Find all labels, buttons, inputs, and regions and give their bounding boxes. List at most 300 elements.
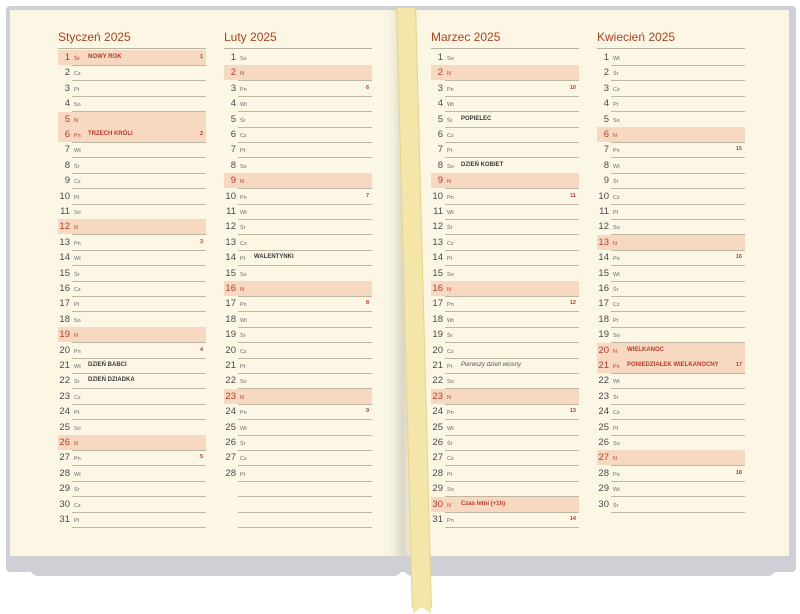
day-row[interactable] — [58, 389, 206, 404]
month-title: Luty 2025 — [224, 30, 277, 44]
day-row[interactable] — [597, 497, 745, 512]
weekday-label: Pn — [613, 148, 620, 155]
week-number: 13 — [569, 408, 576, 415]
weekday-label: Pn — [74, 240, 81, 247]
day-number: 4 — [603, 98, 609, 110]
day-row[interactable] — [224, 219, 372, 234]
day-number: 14 — [432, 252, 443, 264]
weekday-label: So — [74, 102, 81, 109]
day-row[interactable] — [224, 404, 372, 419]
day-row[interactable] — [597, 466, 745, 481]
day-row[interactable] — [58, 266, 206, 281]
row-rule — [72, 527, 206, 528]
weekday-label: Wt — [74, 364, 81, 370]
weekday-label: Pn — [74, 456, 81, 463]
weekday-label: Śr — [74, 487, 80, 494]
day-row[interactable] — [597, 250, 745, 265]
weekday-label: So — [447, 163, 454, 170]
weekday-label: N — [613, 348, 617, 355]
day-row[interactable] — [597, 435, 745, 450]
day-number: 12 — [432, 221, 443, 233]
day-row[interactable] — [597, 81, 745, 96]
day-number: 7 — [64, 144, 70, 156]
weekday-label: Pt — [447, 148, 453, 155]
month-title-rule — [58, 48, 206, 49]
day-row[interactable] — [224, 50, 372, 65]
day-row[interactable] — [597, 420, 745, 435]
day-row[interactable] — [431, 96, 579, 111]
day-number: 29 — [59, 483, 70, 495]
day-number: 19 — [225, 329, 236, 341]
day-row[interactable] — [597, 112, 745, 127]
day-number: 5 — [603, 113, 609, 125]
day-number: 31 — [59, 514, 70, 525]
day-row[interactable] — [597, 204, 745, 219]
day-row[interactable] — [431, 512, 579, 527]
day-number: 13 — [225, 236, 236, 248]
day-row[interactable] — [597, 358, 745, 373]
weekday-label: N — [240, 287, 244, 293]
day-row[interactable] — [597, 327, 745, 342]
weekday-label: Pn — [74, 348, 81, 355]
event-label: TRZECH KRÓLI — [88, 131, 133, 137]
weekday-label: Pt — [613, 210, 619, 216]
weekday-label: Wt — [74, 256, 81, 263]
day-row[interactable] — [431, 81, 579, 96]
month-title-rule — [224, 48, 372, 49]
weekday-label: Pt — [240, 148, 246, 155]
day-number: 20 — [59, 344, 70, 356]
day-row[interactable] — [597, 450, 745, 465]
day-row[interactable] — [58, 96, 206, 111]
day-number: 3 — [437, 82, 443, 94]
day-row[interactable] — [224, 296, 372, 311]
day-number: 18 — [432, 313, 443, 325]
day-row[interactable] — [224, 450, 372, 465]
day-row[interactable] — [224, 127, 372, 142]
day-row[interactable] — [58, 158, 206, 173]
day-number: 24 — [432, 406, 443, 418]
day-row[interactable] — [58, 373, 206, 388]
day-number: 14 — [598, 252, 609, 264]
week-number: 15 — [735, 146, 742, 153]
day-row[interactable] — [58, 235, 206, 250]
day-row[interactable] — [58, 219, 206, 234]
weekday-label: Pt — [613, 425, 619, 432]
day-row[interactable] — [224, 250, 372, 265]
weekday-label: Wt — [447, 425, 454, 432]
day-row[interactable] — [431, 189, 579, 204]
day-row[interactable] — [58, 420, 206, 435]
day-row[interactable] — [224, 343, 372, 358]
day-number: 4 — [437, 98, 443, 110]
day-row[interactable] — [597, 266, 745, 281]
day-row[interactable] — [597, 142, 745, 157]
day-number: 6 — [64, 129, 70, 140]
day-row[interactable] — [431, 481, 579, 496]
day-row[interactable] — [431, 450, 579, 465]
event-label: DZIEŃ DZIADKA — [88, 377, 135, 384]
weekday-label: Cz — [613, 86, 620, 93]
day-row[interactable] — [58, 127, 206, 142]
day-row[interactable] — [224, 235, 372, 250]
day-row[interactable] — [224, 497, 372, 512]
weekday-label: So — [240, 271, 247, 278]
weekday-label: Cz — [613, 194, 620, 201]
day-row[interactable] — [431, 158, 579, 173]
day-row[interactable] — [224, 204, 372, 219]
day-number: 21 — [225, 360, 236, 371]
weekday-label: Cz — [240, 240, 247, 247]
weekday-label: N — [74, 117, 78, 124]
week-number: 5 — [199, 454, 203, 461]
weekday-label: So — [447, 379, 454, 386]
day-row[interactable] — [224, 96, 372, 111]
day-number: 28 — [432, 467, 443, 479]
event-label: WIELKANOC — [627, 346, 664, 353]
day-row[interactable] — [431, 204, 579, 219]
day-number: 13 — [59, 236, 70, 248]
day-row[interactable] — [597, 50, 745, 65]
day-number: 23 — [225, 390, 236, 402]
day-number: 18 — [59, 313, 70, 325]
day-number: 21 — [59, 360, 70, 371]
day-row[interactable] — [58, 466, 206, 481]
day-number: 5 — [230, 113, 236, 125]
day-row[interactable] — [224, 327, 372, 342]
day-number: 18 — [225, 313, 236, 325]
event-label: NOWY ROK — [88, 54, 122, 60]
event-label: PONIEDZIAŁEK WIELKANOCNY — [627, 362, 719, 368]
event-label: Czas letni (+1h) — [461, 500, 506, 507]
day-row[interactable] — [597, 96, 745, 111]
day-number: 6 — [230, 129, 236, 140]
day-number: 25 — [59, 421, 70, 433]
day-row[interactable] — [224, 389, 372, 404]
day-number: 13 — [432, 236, 443, 248]
day-number: 24 — [598, 406, 609, 418]
day-row[interactable] — [58, 65, 206, 80]
week-number: 11 — [570, 192, 576, 199]
day-row[interactable] — [597, 65, 745, 80]
cover-bottom-right — [404, 556, 776, 576]
day-number: 2 — [64, 67, 70, 79]
day-row[interactable] — [224, 312, 372, 327]
weekday-label: Cz — [74, 71, 81, 78]
day-row[interactable] — [431, 50, 579, 65]
weekday-label: Pn — [447, 86, 454, 93]
day-row[interactable] — [58, 435, 206, 450]
weekday-label: Wt — [613, 379, 620, 386]
day-row[interactable] — [597, 481, 745, 496]
day-row[interactable] — [58, 281, 206, 296]
weekday-label: Pt — [613, 102, 619, 109]
weekday-label: Pt — [74, 86, 80, 93]
day-number: 10 — [59, 190, 70, 202]
day-row[interactable] — [224, 481, 372, 496]
day-number: 27 — [225, 452, 236, 464]
day-row[interactable] — [431, 327, 579, 342]
day-number: 2 — [230, 67, 236, 79]
day-number: 7 — [437, 144, 443, 156]
weekday-label: Cz — [74, 287, 81, 293]
day-row[interactable] — [224, 358, 372, 373]
weekday-label: So — [447, 271, 454, 278]
day-number: 19 — [59, 329, 70, 341]
day-row[interactable] — [224, 173, 372, 188]
day-number: 20 — [432, 344, 443, 356]
weekday-label: Śr — [240, 117, 246, 124]
day-row[interactable] — [431, 173, 579, 188]
day-number: 18 — [598, 313, 609, 325]
week-number: 18 — [735, 469, 742, 476]
day-number: 30 — [432, 498, 443, 510]
day-row[interactable] — [431, 266, 579, 281]
weekday-label: So — [240, 56, 247, 62]
event-label: DZIEŃ BABCI — [88, 362, 127, 368]
day-row[interactable] — [597, 219, 745, 234]
day-row[interactable] — [431, 65, 579, 80]
day-row[interactable] — [58, 173, 206, 188]
day-number: 2 — [603, 67, 609, 79]
weekday-label: Cz — [613, 302, 620, 309]
weekday-label: Wt — [240, 317, 247, 324]
day-number: 8 — [64, 159, 70, 171]
day-row[interactable] — [431, 420, 579, 435]
day-row[interactable] — [597, 158, 745, 173]
day-row[interactable] — [431, 373, 579, 388]
day-row[interactable] — [58, 142, 206, 157]
day-number: 1 — [230, 52, 236, 63]
day-row[interactable] — [431, 250, 579, 265]
weekday-label: Śr — [613, 502, 619, 509]
day-row[interactable] — [431, 142, 579, 157]
weekday-label: Pn — [240, 194, 247, 201]
weekday-label: So — [613, 333, 620, 340]
month-title-rule — [431, 48, 579, 49]
day-row[interactable] — [224, 373, 372, 388]
day-number: 9 — [603, 175, 609, 187]
weekday-label: So — [613, 441, 620, 447]
week-number: 1 — [199, 54, 203, 60]
day-number: 22 — [432, 375, 443, 387]
weekday-label: Śr — [447, 117, 453, 124]
day-row[interactable] — [597, 296, 745, 311]
weekday-label: Cz — [74, 179, 81, 186]
day-number: 5 — [437, 113, 443, 125]
weekday-label: N — [447, 71, 451, 78]
weekday-label: N — [240, 394, 244, 401]
day-number: 20 — [598, 344, 609, 356]
weekday-label: So — [240, 163, 247, 170]
day-number: 4 — [230, 98, 236, 110]
day-number: 9 — [64, 175, 70, 187]
day-row[interactable] — [224, 420, 372, 435]
weekday-label: Pt — [74, 410, 80, 417]
day-row[interactable] — [597, 404, 745, 419]
day-number: 8 — [230, 159, 236, 171]
day-number: 28 — [225, 467, 236, 479]
day-row[interactable] — [58, 50, 206, 65]
day-row[interactable] — [224, 142, 372, 157]
day-row[interactable] — [58, 112, 206, 127]
day-number: 28 — [59, 467, 70, 479]
day-row[interactable] — [224, 112, 372, 127]
day-row[interactable] — [58, 296, 206, 311]
day-number: 17 — [598, 298, 609, 310]
day-row[interactable] — [431, 235, 579, 250]
weekday-label: Cz — [240, 456, 247, 463]
day-row[interactable] — [224, 512, 372, 527]
day-number: 7 — [603, 144, 609, 156]
day-row[interactable] — [431, 404, 579, 419]
day-row[interactable] — [431, 389, 579, 404]
weekday-label: Wt — [240, 425, 247, 432]
day-row[interactable] — [431, 435, 579, 450]
weekday-label: Pn — [447, 410, 454, 417]
week-number: 6 — [365, 84, 369, 91]
weekday-label: Cz — [447, 133, 454, 139]
weekday-label: Pn — [447, 518, 454, 524]
weekday-label: Pn — [240, 410, 247, 417]
weekday-label: N — [447, 502, 451, 509]
day-row[interactable] — [431, 219, 579, 234]
day-number: 14 — [225, 252, 236, 264]
day-number: 10 — [225, 190, 236, 202]
day-number: 25 — [432, 421, 443, 433]
day-row[interactable] — [224, 281, 372, 296]
day-row[interactable] — [597, 343, 745, 358]
day-row[interactable] — [224, 266, 372, 281]
day-row[interactable] — [431, 127, 579, 142]
day-number: 29 — [598, 483, 609, 495]
day-row[interactable] — [58, 343, 206, 358]
weekday-label: Śr — [613, 287, 619, 293]
weekday-label: Śr — [447, 333, 453, 340]
day-row[interactable] — [224, 81, 372, 96]
day-row[interactable] — [431, 343, 579, 358]
day-row[interactable] — [431, 296, 579, 311]
weekday-label: So — [74, 317, 81, 324]
day-number: 16 — [432, 283, 443, 294]
week-number: 17 — [735, 362, 742, 368]
day-row[interactable] — [58, 312, 206, 327]
weekday-label: Wt — [240, 102, 247, 109]
day-row[interactable] — [58, 512, 206, 527]
day-number: 23 — [59, 390, 70, 402]
day-number: 22 — [225, 375, 236, 387]
day-number: 30 — [598, 498, 609, 510]
weekday-label: Pt — [613, 317, 619, 324]
weekday-label: Śr — [447, 441, 453, 447]
day-row[interactable] — [224, 435, 372, 450]
weekday-label: So — [74, 210, 81, 216]
weekday-label: Pt — [240, 471, 246, 478]
day-row[interactable] — [431, 497, 579, 512]
day-row[interactable] — [431, 466, 579, 481]
day-row[interactable] — [224, 189, 372, 204]
day-row[interactable] — [597, 127, 745, 142]
weekday-label: Wt — [447, 317, 454, 324]
weekday-label: Cz — [74, 502, 81, 509]
day-number: 25 — [225, 421, 236, 433]
day-row[interactable] — [597, 373, 745, 388]
day-number: 26 — [432, 437, 443, 448]
weekday-label: Pt — [240, 256, 246, 263]
day-number: 1 — [603, 52, 609, 63]
day-number: 26 — [598, 437, 609, 448]
weekday-label: N — [74, 333, 78, 340]
weekday-label: N — [447, 287, 451, 293]
day-row[interactable] — [597, 389, 745, 404]
weekday-label: Śr — [74, 163, 80, 170]
weekday-label: N — [613, 456, 617, 463]
weekday-label: Cz — [447, 240, 454, 247]
day-row[interactable] — [58, 481, 206, 496]
day-number: 12 — [598, 221, 609, 233]
day-row[interactable] — [597, 281, 745, 296]
week-number: 14 — [569, 516, 576, 522]
day-row[interactable] — [58, 450, 206, 465]
weekday-label: Pt — [447, 471, 453, 478]
weekday-label: Pt — [447, 364, 453, 370]
day-row[interactable] — [597, 173, 745, 188]
weekday-label: So — [240, 379, 247, 386]
weekday-label: Cz — [240, 348, 247, 355]
day-row[interactable] — [597, 312, 745, 327]
day-row[interactable] — [224, 466, 372, 481]
day-number: 9 — [230, 175, 236, 187]
day-row[interactable] — [431, 312, 579, 327]
day-row[interactable] — [58, 327, 206, 342]
weekday-label: Wt — [447, 102, 454, 109]
day-number: 19 — [432, 329, 443, 341]
day-row[interactable] — [431, 358, 579, 373]
weekday-label: Śr — [240, 333, 246, 340]
day-row[interactable] — [224, 158, 372, 173]
day-number: 17 — [59, 298, 70, 310]
day-number: 4 — [64, 98, 70, 110]
day-row[interactable] — [58, 497, 206, 512]
week-number: 2 — [199, 131, 203, 137]
day-row[interactable] — [224, 65, 372, 80]
weekday-label: Pn — [613, 364, 620, 370]
day-row[interactable] — [58, 81, 206, 96]
day-row[interactable] — [58, 250, 206, 265]
day-row[interactable] — [58, 358, 206, 373]
day-number: 27 — [598, 452, 609, 464]
day-row[interactable] — [431, 112, 579, 127]
day-row[interactable] — [597, 235, 745, 250]
weekday-label: So — [447, 56, 454, 62]
day-number: 27 — [432, 452, 443, 464]
day-number: 6 — [603, 129, 609, 140]
weekday-label: Pn — [74, 133, 81, 139]
day-number: 12 — [59, 221, 70, 233]
day-row[interactable] — [58, 404, 206, 419]
day-row[interactable] — [597, 189, 745, 204]
day-number: 10 — [432, 190, 443, 202]
day-number: 19 — [598, 329, 609, 341]
weekday-label: Pn — [447, 194, 454, 201]
day-row[interactable] — [58, 204, 206, 219]
day-number: 14 — [59, 252, 70, 264]
day-row[interactable] — [431, 281, 579, 296]
day-number: 8 — [603, 159, 609, 171]
weekday-label: Cz — [447, 348, 454, 355]
day-number: 8 — [437, 159, 443, 171]
day-row[interactable] — [58, 189, 206, 204]
